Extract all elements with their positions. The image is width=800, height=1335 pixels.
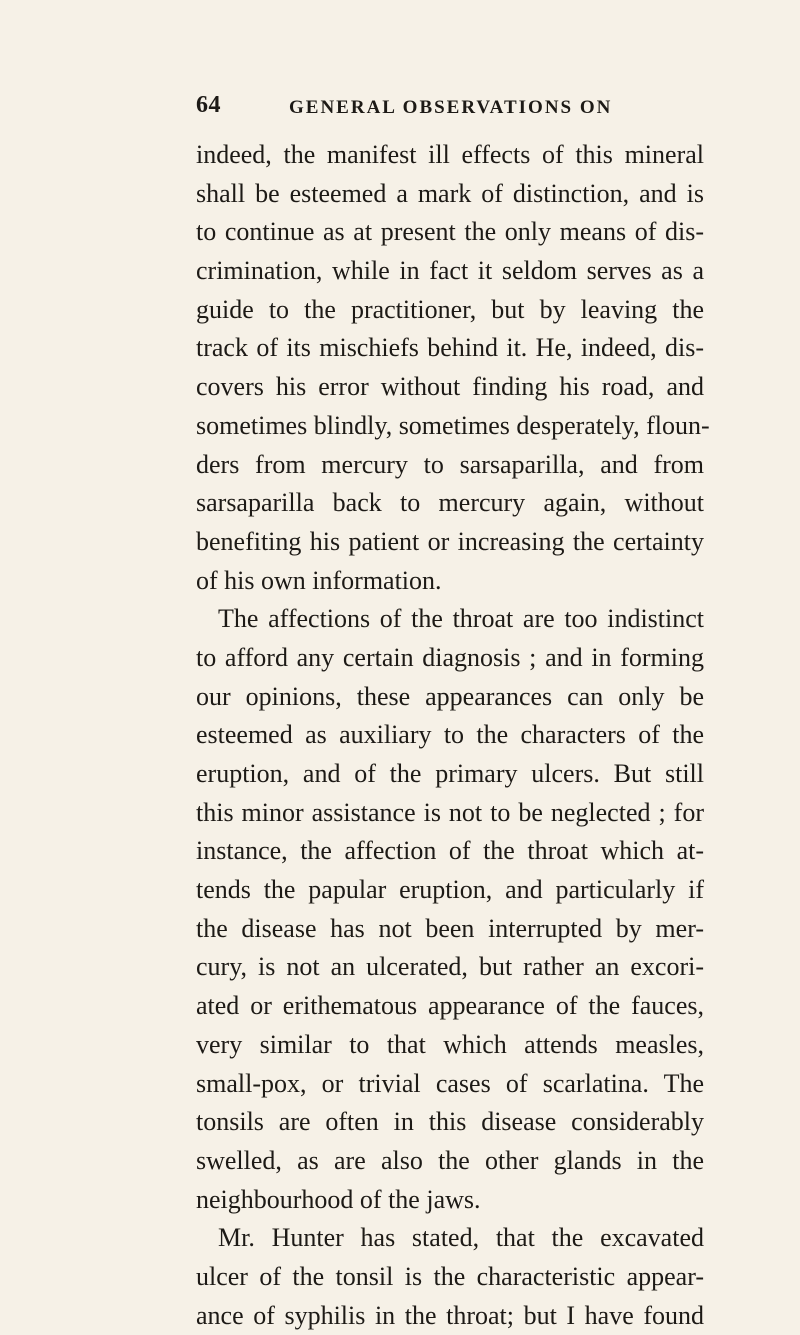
paragraph-start-line: The affections of the throat are too indistinct [218,604,704,634]
text-line: ated or erithematous appearance of the fauces, [196,991,704,1021]
text-line: sometimes blindly, sometimes desperately, floun- [196,410,710,440]
text-line: track of its mischiefs behind it. He, indeed, dis- [196,333,704,363]
text-line: very similar to that which attends measles, [196,1029,704,1059]
text-line: benefiting his patient or increasing the certainty [196,526,704,556]
text-line: neighbourhood of the jaws. [196,1184,481,1214]
text-line: eruption, and of the primary ulcers. But still [196,759,704,788]
text-line: indeed, the manifest ill effects of this mineral [196,140,704,169]
text-line: ders from mercury to sarsaparilla, and from [196,449,704,479]
text-line: this minor assistance is not to be neglected ; for [196,797,704,827]
text-line: tends the papular eruption, and particularly if [196,875,704,905]
text-line: shall be esteemed a mark of distinction, and is [196,178,704,208]
page-number: 64 [196,92,221,118]
text-line: of his own information. [196,565,442,595]
text-line: cury, is not an ulcerated, but rather an excori- [196,952,704,982]
body-text [196,136,710,1335]
text-line: instance, the affection of the throat which at- [196,836,704,866]
text-line: esteemed as auxiliary to the characters of the [196,720,704,750]
paragraph-start-line: Mr. Hunter has stated, that the excavated [218,1223,704,1253]
text-line: crimination, while in fact it seldom serves as a [196,256,704,286]
text-line: swelled, as are also the other glands in the [196,1145,704,1175]
text-line: ance of syphilis in the throat; but I have found [196,1300,704,1330]
page-header [196,92,696,122]
text-line: our opinions, these appearances can only be [196,681,704,711]
text-line: tonsils are often in this disease considerably [196,1107,704,1137]
text-line: to continue as at present the only means of dis- [196,217,704,247]
text-line: small-pox, or trivial cases of scarlatina. The [196,1068,704,1098]
running-head: GENERAL OBSERVATIONS ON [289,97,613,118]
text-line: ulcer of the tonsil is the characteristic appear- [196,1261,704,1291]
text-line: the disease has not been interrupted by mer- [196,913,704,943]
text-line: covers his error without finding his road, and [196,372,704,402]
text-line: sarsaparilla back to mercury again, without [196,488,704,518]
text-line: guide to the practitioner, but by leaving the [196,294,704,324]
text-line: to afford any certain diagnosis ; and in forming [196,642,704,672]
